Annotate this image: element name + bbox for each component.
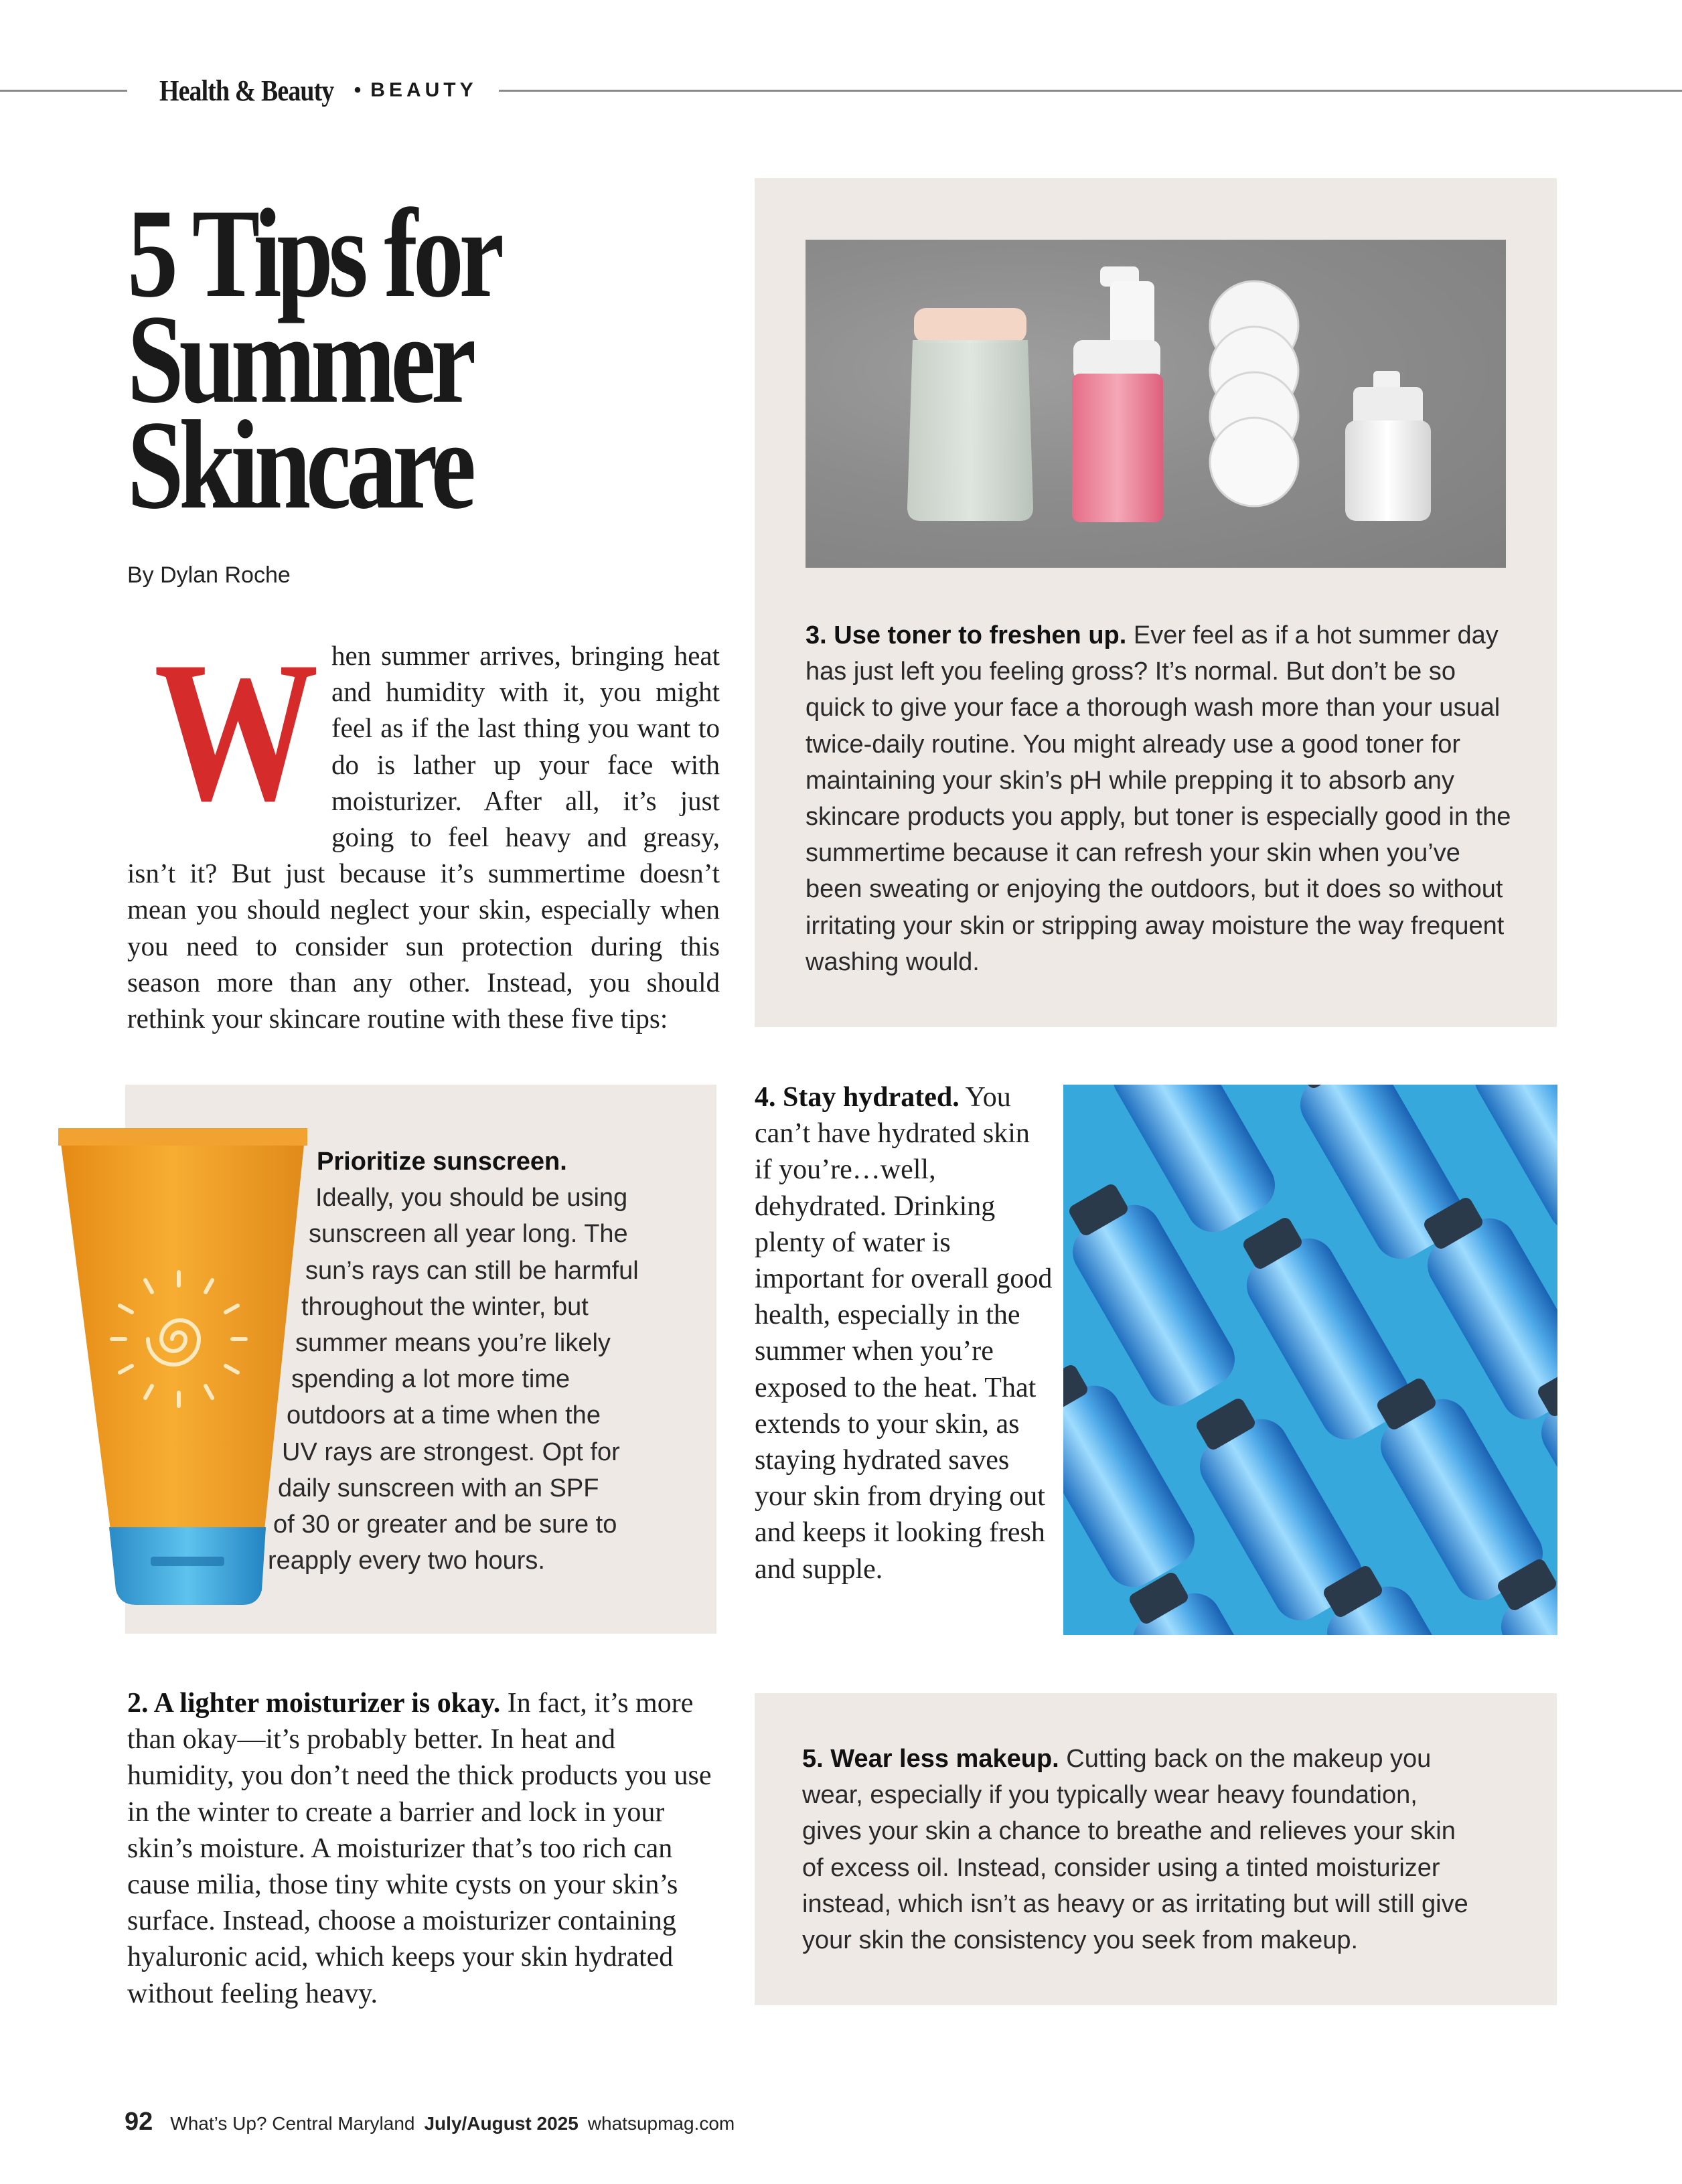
intro-text: hen summer arrives, bringing heat and humidity with it, you might feel as if the last thing you want to do is lather up your face with moisturizer. After all, it’s just going to feel heavy and greasy, isn’t it? But just because it’s summertime doesn’t mean you should neglect your skin, especially when you need to consider sun protection during this season more than any other. Instead, you should rethink your skincare routine with these five tips: <box>127 640 720 1034</box>
section-header <box>159 67 477 114</box>
tip-1-line-1: Ideally, you should be using <box>315 1184 628 1213</box>
header-rule-right <box>499 90 1682 92</box>
tip-1-line-10: of 30 or greater and be sure to <box>273 1510 617 1539</box>
tip-3-body: Ever feel as if a hot summer day has just left you feeling gross? It’s normal. But don’t be so quick to give your face a thorough wash more than your usual twice-daily routine. You might already use a good toner for maintaining your skin’s pH while prepping it to absorb any skincare products you apply, but toner is especially good in the summertime because it can refresh your skin when you’ve been sweating or enjoying the outdoors, but it does so without irritating your skin or stripping away moisture the way frequent washing would. <box>806 621 1511 976</box>
website: whatsupmag.com <box>587 2113 735 2134</box>
dropcap-box <box>127 620 331 842</box>
tip-2-heading: 2. A lighter moisturizer is okay. <box>127 1688 501 1719</box>
water-bottles-photo <box>1063 1085 1557 1635</box>
title-line-2: Summer <box>127 289 472 430</box>
publication-name: What’s Up? Central Maryland <box>170 2113 415 2134</box>
skincare-products-photo <box>806 240 1506 568</box>
tip-1-line-11: reapply every two hours. <box>268 1547 545 1575</box>
water-bottles-illustration <box>1063 1085 1557 1635</box>
title-line-1: 5 Tips for <box>127 183 500 324</box>
issue-date: July/August 2025 <box>424 2113 579 2134</box>
tip-1-line-3: sun’s rays can still be harmful <box>305 1256 639 1285</box>
tip-4-heading: 4. Stay hydrated. <box>755 1082 960 1113</box>
page-number: 92 <box>125 2108 153 2136</box>
drop-cap: W <box>154 620 319 842</box>
tip-4 <box>755 1079 1053 1587</box>
tip-3-heading: 3. Use toner to freshen up. <box>806 621 1127 649</box>
header-separator: • <box>354 79 362 101</box>
section-category: BEAUTY <box>370 79 477 101</box>
tip-5 <box>802 1741 1478 1958</box>
tip-3 <box>806 617 1515 980</box>
intro-paragraph <box>127 620 720 1036</box>
tip-1-line-7: outdoors at a time when the <box>287 1401 601 1430</box>
tip-1-line-2: sunscreen all year long. The <box>309 1220 628 1249</box>
header-rule-left <box>0 90 127 92</box>
tip-1-line-5: summer means you’re likely <box>295 1329 611 1357</box>
tip-1-line-8: UV rays are strongest. Opt for <box>282 1437 620 1466</box>
tip-1-line-6: spending a lot more time <box>291 1365 570 1394</box>
article-title <box>127 183 609 536</box>
skincare-products-illustration <box>806 240 1506 568</box>
tip-2-body: In fact, it’s more than okay—it’s probably better. In heat and humidity, you don’t need the thick products you use in the winter to create a barrier and lock in your skin’s moisture. A moisturizer that’s too rich can cause milia, those tiny white cysts on your skin’s surface. Instead, choose a moisturizer containing hyaluronic acid, which keeps your skin hydrated without feeling heavy. <box>127 1688 712 2009</box>
tip-2 <box>127 1685 720 2012</box>
tip-5-heading: 5. Wear less makeup. <box>802 1745 1059 1773</box>
section-name: Health & Beauty <box>159 74 334 107</box>
tip-4-body: You can’t have hydrated skin if you’re…well, dehydrated. Drinking plenty of water is important for overall good health, especially in the summer when you’re exposed to the heat. That extends to your skin, as staying hydrated saves your skin from drying out and keeps it looking fresh and supple. <box>755 1082 1053 1585</box>
title-line-3: Skincare <box>127 395 471 536</box>
page-footer <box>125 2108 735 2136</box>
byline: By Dylan Roche <box>127 562 291 588</box>
tip-5-body: Cutting back on the makeup you wear, especially if you typically wear heavy foundation, gives your skin a chance to breathe and relieves your skin of excess oil. Instead, consider using a tinted moisturizer instead, which isn’t as heavy or as irritating but will still give your skin the consistency you seek from makeup. <box>802 1745 1468 1955</box>
tip-1-heading: Prioritize sunscreen. <box>317 1148 567 1176</box>
tip-1-line-9: daily sunscreen with an SPF <box>278 1474 599 1502</box>
tip-1-line-4: throughout the winter, but <box>301 1292 589 1321</box>
